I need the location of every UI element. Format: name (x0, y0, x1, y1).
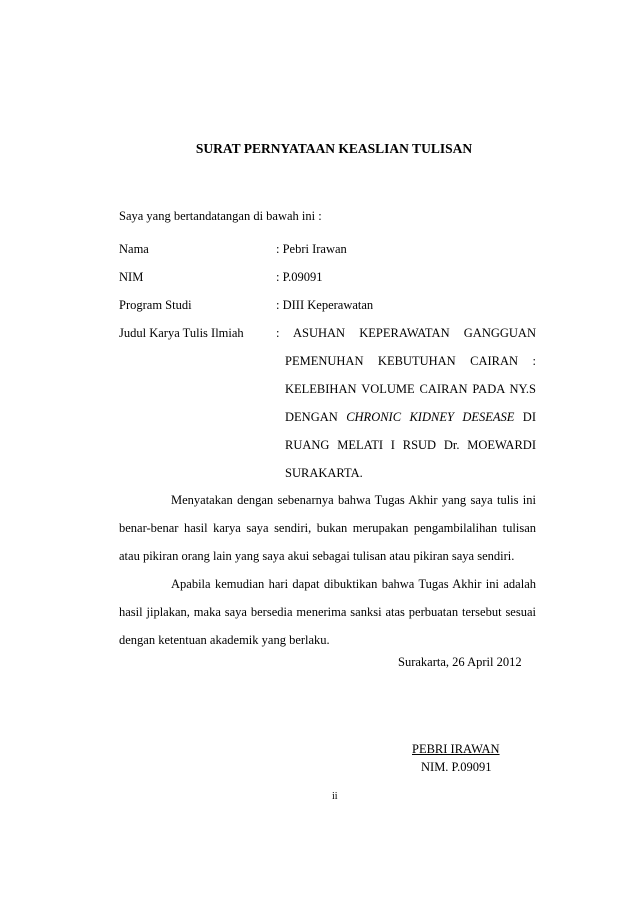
paragraph-1-line-1: Menyatakan dengan sebenarnya bahwa Tugas Akhir yang saya tulis ini (171, 493, 536, 507)
field-value-nama: : Pebri Irawan (276, 242, 347, 256)
judul-line-4 (285, 410, 536, 425)
judul-line-1: : ASUHAN KEPERAWATAN GANGGUAN (276, 326, 536, 340)
page-number: ii (332, 791, 338, 802)
intro-text: Saya yang bertandatangan di bawah ini : (119, 209, 322, 223)
judul-line-4-italic: CHRONIC KIDNEY DESEASE (346, 410, 515, 424)
judul-line-5: RUANG MELATI I RSUD Dr. MOEWARDI (285, 438, 536, 452)
judul-line-4-pre: DENGAN (285, 410, 338, 424)
paragraph-1-line-3: atau pikiran orang lain yang saya akui sebagai tulisan atau pikiran saya sendiri. (119, 549, 515, 563)
field-label-nim: NIM (119, 270, 144, 284)
signer-nim: NIM. P.09091 (421, 760, 492, 774)
field-label-program: Program Studi (119, 298, 192, 312)
paragraph-2-line-3: dengan ketentuan akademik yang berlaku. (119, 633, 330, 647)
judul-line-4-post: DI (522, 410, 536, 424)
field-value-program: : DIII Keperawatan (276, 298, 374, 312)
judul-line-6: SURAKARTA. (285, 466, 363, 480)
field-label-nama: Nama (119, 242, 149, 256)
signer-name: PEBRI IRAWAN (412, 742, 500, 756)
paragraph-1-line-2: benar-benar hasil karya saya sendiri, bukan merupakan pengambilalihan tulisan (119, 521, 536, 535)
document-title: SURAT PERNYATAAN KEASLIAN TULISAN (195, 141, 473, 156)
field-label-judul: Judul Karya Tulis Ilmiah (119, 326, 244, 340)
judul-line-3: KELEBIHAN VOLUME CAIRAN PADA NY.S (285, 382, 536, 396)
paragraph-2-line-2: hasil jiplakan, maka saya bersedia menerima sanksi atas perbuatan tersebut sesuai (119, 605, 536, 619)
judul-line-2: PEMENUHAN KEBUTUHAN CAIRAN : (285, 354, 536, 368)
paragraph-2-line-1: Apabila kemudian hari dapat dibuktikan bahwa Tugas Akhir ini adalah (171, 577, 536, 591)
field-value-nim: : P.09091 (276, 270, 323, 284)
place-date: Surakarta, 26 April 2012 (398, 655, 522, 669)
